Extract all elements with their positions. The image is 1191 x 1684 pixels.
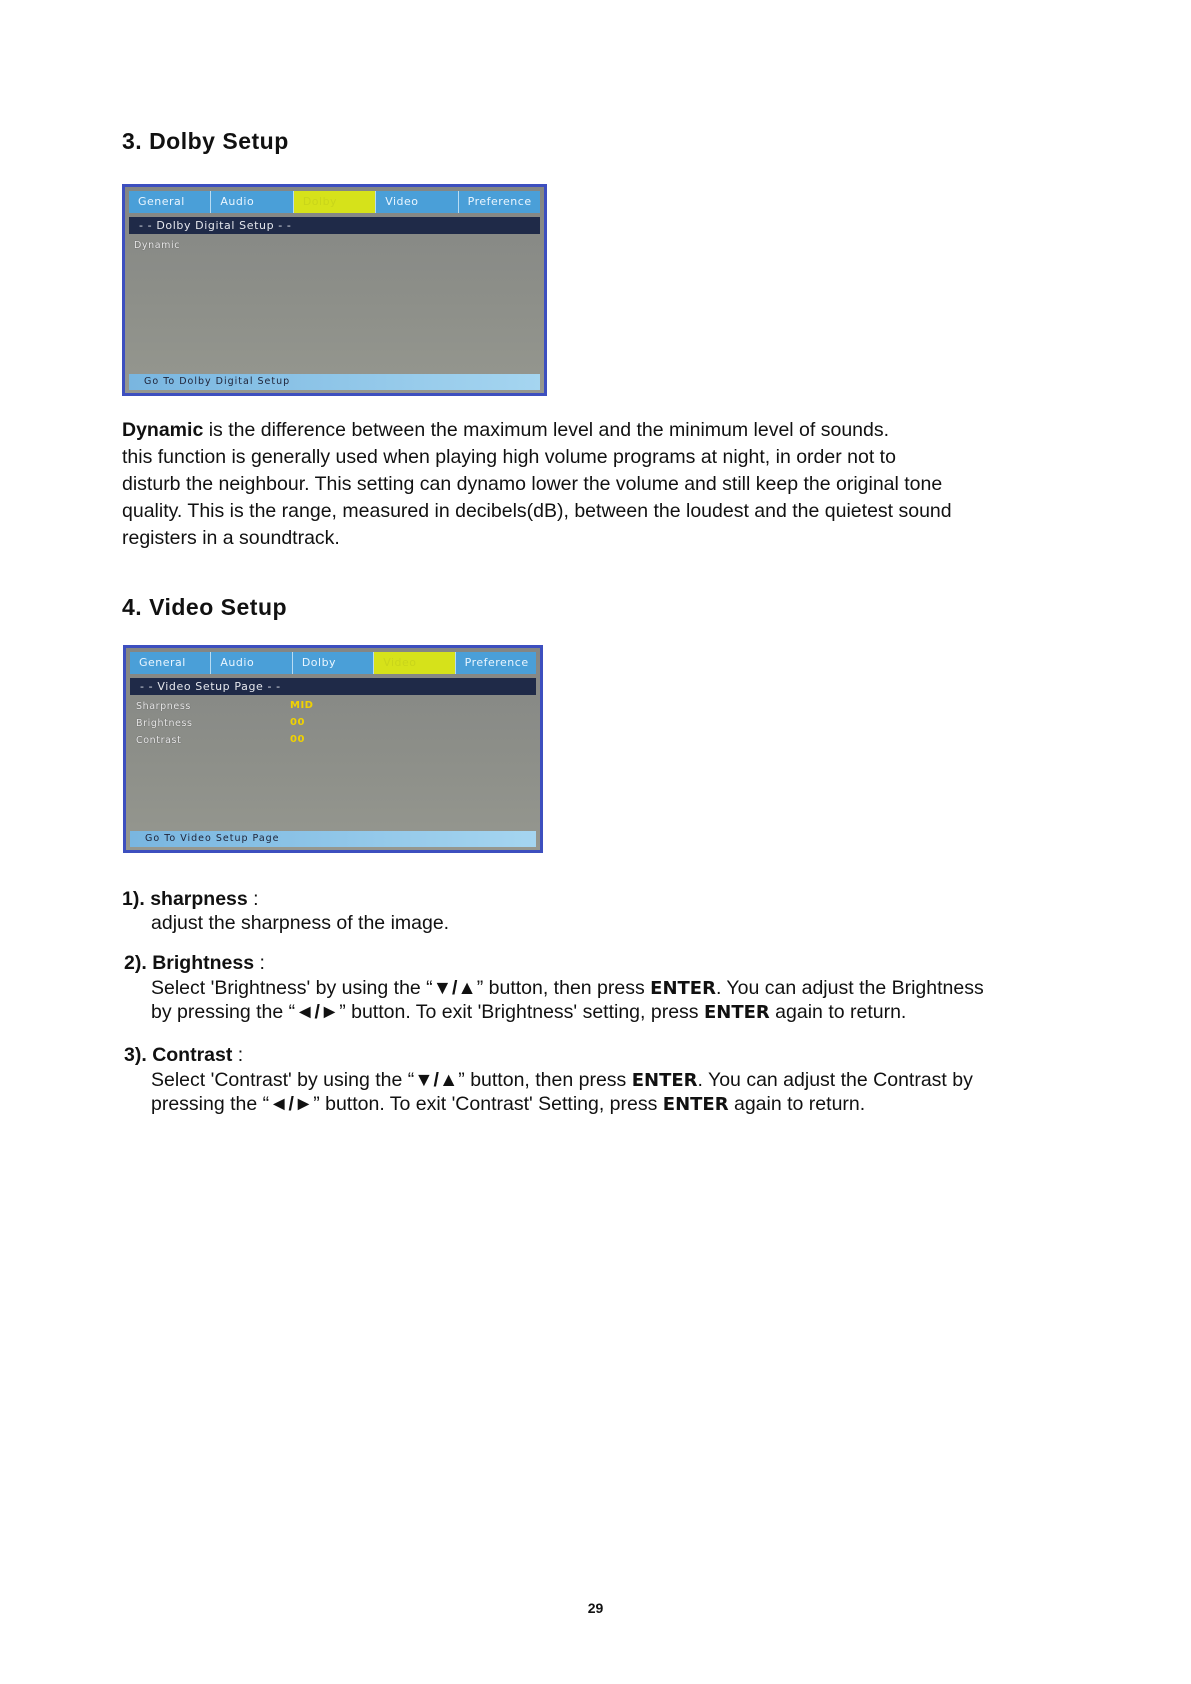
osd-tab-bar <box>129 191 540 213</box>
dynamic-definition: is the difference between the maximum level and the minimum level of sounds. <box>203 419 890 441</box>
dolby-desc-line: registers in a soundtrack. <box>122 527 340 549</box>
text-part: ” button, then press <box>458 1069 632 1091</box>
osd-tab-preference: Preference <box>467 195 532 208</box>
osd-item-sharpness: Sharpness <box>136 701 191 712</box>
osd-value-contrast: 00 <box>290 734 305 745</box>
left-right-arrows-icon: ◄/► <box>295 1001 340 1023</box>
text-part: ” button. To exit 'Contrast' Setting, press <box>313 1093 663 1115</box>
item-heading <box>124 950 984 977</box>
osd-item-brightness: Brightness <box>136 718 193 729</box>
text-part: pressing the “ <box>151 1093 270 1115</box>
item-title: sharpness <box>150 888 248 910</box>
item-heading <box>124 1042 973 1069</box>
dolby-desc-line <box>122 417 952 444</box>
item-text: adjust the sharpness of the image. <box>151 912 450 934</box>
text-part: Select 'Brightness' by using the “ <box>151 977 433 999</box>
text-part: again to return. <box>728 1093 866 1115</box>
item-colon: : <box>247 888 259 910</box>
osd-subheader: - - Video Setup Page - - <box>130 678 536 695</box>
item-title: Brightness <box>152 952 255 974</box>
osd-value-sharpness: MID <box>290 700 314 711</box>
item-number: 1). <box>122 888 145 910</box>
osd-tab-general: General <box>130 652 211 674</box>
dolby-setup-screenshot <box>122 184 547 396</box>
down-up-arrows-icon: ▼/▲ <box>432 977 477 999</box>
enter-key-label: ENTER <box>662 1094 729 1115</box>
osd-item-contrast: Contrast <box>136 735 182 746</box>
item-title: Contrast <box>152 1044 233 1066</box>
dolby-desc-line: quality. This is the range, measured in decibels(dB), between the loudest and the quietest sound <box>122 500 952 522</box>
video-item-contrast <box>124 1042 973 1118</box>
enter-key-label: ENTER <box>703 1002 770 1023</box>
osd-tab-preference: Preference <box>464 656 529 669</box>
text-part: . You can adjust the Brightness <box>715 977 984 999</box>
page-number: 29 <box>587 1600 604 1616</box>
osd-tab-bar <box>130 652 536 674</box>
video-setup-screenshot <box>123 645 543 853</box>
item-text <box>124 975 984 1002</box>
osd-subheader: - - Dolby Digital Setup - - <box>129 217 540 234</box>
text-part: by pressing the “ <box>151 1001 296 1023</box>
osd-footer: Go To Video Setup Page <box>130 831 536 847</box>
text-part: . You can adjust the Contrast by <box>697 1069 973 1091</box>
osd-tab-general: General <box>129 191 211 213</box>
dolby-desc-line: this function is generally used when playing high volume programs at night, in order not to <box>122 446 896 468</box>
section-heading-video: 4. Video Setup <box>122 594 288 620</box>
text-part: ” button. To exit 'Brightness' setting, press <box>339 1001 704 1023</box>
osd-footer: Go To Dolby Digital Setup <box>129 374 540 390</box>
item-colon: : <box>232 1044 244 1066</box>
osd-tab-video: Video <box>374 652 455 674</box>
osd-tab-audio: Audio <box>211 191 293 213</box>
text-part: again to return. <box>769 1001 907 1023</box>
item-text <box>124 1091 973 1118</box>
osd-value-brightness: 00 <box>290 717 305 728</box>
down-up-arrows-icon: ▼/▲ <box>414 1069 459 1091</box>
osd-item-dynamic: Dynamic <box>134 240 181 251</box>
item-colon: : <box>254 952 265 974</box>
text-part: Select 'Contrast' by using the “ <box>151 1069 415 1091</box>
enter-key-label: ENTER <box>650 978 716 999</box>
osd-tab-video: Video <box>376 191 458 213</box>
osd-tab-audio: Audio <box>211 652 292 674</box>
item-text <box>124 1067 973 1094</box>
enter-key-label: ENTER <box>631 1070 698 1091</box>
item-text <box>124 999 984 1026</box>
left-right-arrows-icon: ◄/► <box>269 1093 314 1115</box>
dynamic-term: Dynamic <box>122 419 204 441</box>
video-item-brightness <box>124 950 984 1026</box>
item-number: 2). <box>124 952 147 974</box>
item-number: 3). <box>124 1044 147 1066</box>
osd-tab-dolby: Dolby <box>294 191 376 213</box>
section-heading-dolby: 3. Dolby Setup <box>122 128 289 154</box>
osd-tab-dolby: Dolby <box>293 652 374 674</box>
dolby-description <box>122 417 952 552</box>
dolby-desc-line: disturb the neighbour. This setting can dynamo lower the volume and still keep the original tone <box>122 473 943 495</box>
item-heading <box>122 886 449 913</box>
text-part: ” button, then press <box>476 977 651 999</box>
video-item-sharpness <box>122 886 449 937</box>
